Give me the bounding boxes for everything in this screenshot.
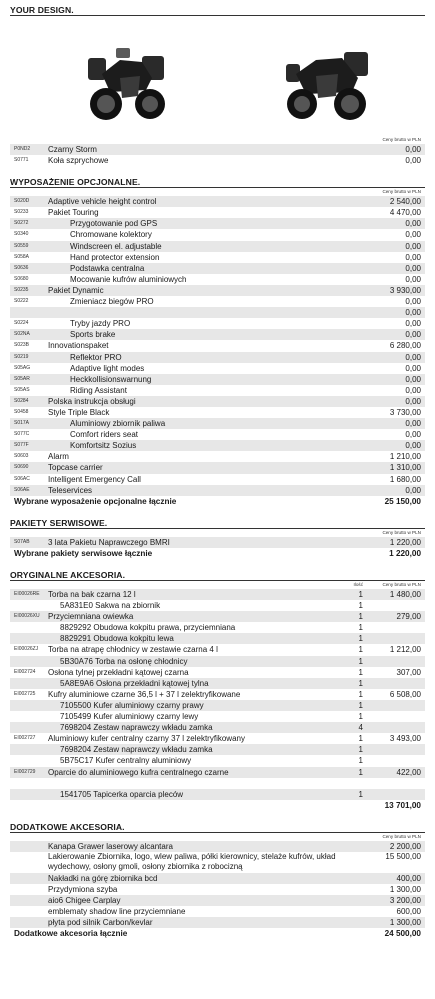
item-code: S0235 bbox=[14, 286, 29, 293]
list-item bbox=[10, 196, 425, 207]
item-price: 0,00 bbox=[405, 419, 421, 429]
item-code: S0458 bbox=[14, 408, 29, 415]
list-item bbox=[10, 155, 425, 166]
item-qty: 4 bbox=[358, 723, 363, 733]
item-name: Sports brake bbox=[70, 330, 116, 340]
item-name: 5B75C17 Kufer centralny aluminiowy bbox=[60, 756, 192, 766]
item-price: 1 480,00 bbox=[389, 590, 421, 599]
list-item bbox=[10, 755, 425, 766]
service-list bbox=[10, 537, 425, 548]
list-item bbox=[10, 917, 425, 928]
item-name: Alarm bbox=[48, 452, 69, 462]
list-item bbox=[10, 537, 425, 548]
item-code: S0559 bbox=[14, 242, 29, 249]
item-name: Comfort riders seat bbox=[70, 430, 139, 440]
item-name: Kufry aluminiowe czarne 36,5 l + 37 l zelektryfikowane bbox=[48, 689, 241, 699]
item-price: 1 300,00 bbox=[389, 885, 421, 895]
item-code: EI00026RE bbox=[14, 591, 40, 597]
item-name: Mocowanie kufrów aluminiowych bbox=[70, 274, 187, 284]
item-code: S06AE bbox=[14, 486, 30, 493]
item-name: Kanapa Grawer laserowy alcantara bbox=[48, 841, 173, 851]
list-item bbox=[10, 296, 425, 307]
item-price: 6 508,00 bbox=[389, 689, 421, 699]
motorcycle-front-view-image bbox=[80, 44, 172, 126]
item-name: Style Triple Black bbox=[48, 407, 110, 417]
item-qty: 1 bbox=[358, 734, 363, 744]
item-code: S0340 bbox=[14, 231, 29, 238]
list-item bbox=[10, 656, 425, 667]
price-column-header: Ceny brutto w PLN bbox=[382, 582, 421, 587]
item-name: Pakiet Dynamic bbox=[48, 285, 104, 295]
item-price: 0,00 bbox=[405, 352, 421, 362]
list-item bbox=[10, 884, 425, 895]
list-item bbox=[10, 396, 425, 407]
item-price: 0,00 bbox=[405, 363, 421, 373]
item-price: 0,00 bbox=[405, 263, 421, 273]
list-item bbox=[10, 906, 425, 917]
item-qty: 1 bbox=[358, 678, 363, 688]
item-qty: 1 bbox=[358, 700, 363, 710]
options-heading: WYPOSAŻENIE OPCJONALNE. bbox=[10, 176, 425, 188]
item-name: 8829292 Obudowa kokpitu prawa, przyciemniana bbox=[60, 623, 236, 633]
item-code: S07AB bbox=[14, 538, 30, 545]
item-code: S058A bbox=[14, 253, 30, 260]
options-total-label: Wybrane wyposażenie opcjonalne łącznie bbox=[14, 496, 177, 506]
price-column-header: Ceny brutto w PLN bbox=[382, 529, 421, 535]
item-code: S02NA bbox=[14, 331, 30, 338]
list-item bbox=[10, 700, 425, 711]
item-qty: 1 bbox=[358, 645, 363, 655]
item-name: Lakierowanie Zbiornika, logo, wlew paliwa, półki kierownicy, stelaże kufrów, układ wydechowy, osłony gmoli, osłony zbiornika z robocizną bbox=[48, 851, 336, 872]
item-name: płyta pod silnik Carbon/kevlar bbox=[48, 918, 153, 928]
list-item bbox=[10, 462, 425, 473]
list-item bbox=[10, 678, 425, 689]
item-code: S0680 bbox=[14, 275, 29, 282]
item-name: 5A831E0 Sakwa na zbiornik bbox=[60, 601, 161, 611]
item-name: emblematy shadow line przyciemniane bbox=[48, 907, 186, 917]
item-price: 3 493,00 bbox=[389, 734, 421, 744]
item-price: 0,00 bbox=[405, 145, 421, 154]
item-name: Pakiet Touring bbox=[48, 208, 99, 218]
item-name: Hand protector extension bbox=[70, 252, 160, 262]
list-item bbox=[10, 318, 425, 329]
item-name: Teleservices bbox=[48, 485, 93, 495]
list-item bbox=[10, 711, 425, 722]
item-code: S017A bbox=[14, 420, 30, 427]
your-design-heading: YOUR DESIGN. bbox=[10, 4, 425, 16]
item-price: 2 540,00 bbox=[389, 197, 421, 207]
item-qty: 1 bbox=[358, 656, 363, 666]
item-qty: 1 bbox=[358, 756, 363, 766]
item-price: 0,00 bbox=[405, 485, 421, 495]
list-item bbox=[10, 274, 425, 285]
item-price: 0,00 bbox=[405, 374, 421, 384]
item-qty: 1 bbox=[358, 634, 363, 644]
item-code: S0233 bbox=[14, 209, 29, 216]
item-name: Heckkollisionswarnung bbox=[70, 374, 152, 384]
bike-images bbox=[10, 16, 425, 136]
item-price: 0,00 bbox=[405, 252, 421, 262]
options-list bbox=[10, 196, 425, 496]
list-item bbox=[10, 841, 425, 852]
list-item bbox=[10, 611, 425, 622]
item-name: Przydymiona szyba bbox=[48, 885, 118, 895]
list-item bbox=[10, 667, 425, 678]
item-name: Topcase carrier bbox=[48, 463, 103, 473]
item-price: 4 470,00 bbox=[389, 208, 421, 218]
item-price: 1 220,00 bbox=[389, 537, 421, 547]
configuration-summary bbox=[0, 4, 435, 999]
item-name: 7698204 Zestaw naprawczy wkładu zamka bbox=[60, 723, 213, 733]
item-code: S0272 bbox=[14, 220, 29, 227]
list-item bbox=[10, 767, 425, 778]
accessories-list bbox=[10, 589, 425, 800]
item-code: S05AS bbox=[14, 386, 30, 393]
item-price: 0,00 bbox=[405, 396, 421, 406]
item-code: S0690 bbox=[14, 464, 29, 471]
motorcycle-rear-view-image bbox=[282, 44, 374, 126]
list-item bbox=[10, 307, 425, 318]
accessories-total-value: 13 701,00 bbox=[384, 800, 421, 810]
price-column-header: Ceny brutto w PLN bbox=[382, 137, 421, 142]
list-item bbox=[10, 252, 425, 263]
item-name: aio6 Chigee Carplay bbox=[48, 896, 121, 906]
item-name: 1541705 Tapicerka oparcia pleców bbox=[60, 789, 184, 799]
item-code: S05AR bbox=[14, 375, 30, 382]
extra-total-row bbox=[10, 928, 425, 939]
item-code: EI002725 bbox=[14, 690, 36, 697]
item-code: EI00026ZJ bbox=[14, 646, 39, 653]
item-name: Podstawka centralna bbox=[70, 263, 145, 273]
item-price: 1 210,00 bbox=[389, 452, 421, 462]
item-name: 5A8E9A6 Osłona przekładni kątowej tylna bbox=[60, 678, 209, 688]
list-item bbox=[10, 474, 425, 485]
list-item bbox=[10, 722, 425, 733]
item-price: 600,00 bbox=[396, 907, 421, 917]
item-price: 3 930,00 bbox=[389, 285, 421, 295]
item-code: S0603 bbox=[14, 453, 29, 460]
list-item bbox=[10, 329, 425, 340]
item-price: 0,00 bbox=[405, 274, 421, 284]
list-item bbox=[10, 895, 425, 906]
item-price: 0,00 bbox=[405, 430, 421, 440]
list-item bbox=[10, 589, 425, 600]
list-item bbox=[10, 633, 425, 644]
item-price: 6 280,00 bbox=[389, 341, 421, 351]
item-name: Komfortsitz Sozius bbox=[70, 441, 137, 451]
list-item bbox=[10, 363, 425, 374]
item-name: Zmieniacz biegów PRO bbox=[70, 297, 154, 307]
item-code: EI002724 bbox=[14, 668, 36, 675]
qty-column-header: Ilość bbox=[353, 582, 363, 587]
your-design-list bbox=[10, 144, 425, 166]
item-name: Riding Assistant bbox=[70, 385, 127, 395]
list-item bbox=[10, 485, 425, 496]
accessories-heading: ORYGINALNE AKCESORIA. bbox=[10, 569, 425, 581]
accessories-column-header bbox=[10, 581, 425, 589]
item-code: S0224 bbox=[14, 320, 29, 327]
extra-list bbox=[10, 841, 425, 929]
item-name: Polska instrukcja obsługi bbox=[48, 396, 136, 406]
item-name: Reflektor PRO bbox=[70, 352, 122, 362]
list-item bbox=[10, 600, 425, 611]
list-item bbox=[10, 622, 425, 633]
item-price: 0,00 bbox=[405, 385, 421, 395]
list-item bbox=[10, 778, 425, 789]
item-code: S0771 bbox=[14, 157, 29, 164]
item-name: Osłona tylnej przekładni kątowej czarna bbox=[48, 667, 189, 677]
item-name: Adaptive vehicle height control bbox=[48, 197, 157, 207]
item-qty: 1 bbox=[358, 601, 363, 611]
item-price: 0,00 bbox=[405, 219, 421, 229]
item-name: 7105500 Kufer aluminiowy czarny prawy bbox=[60, 700, 204, 710]
item-code: S020D bbox=[14, 198, 30, 205]
item-name: Aluminiowy zbiornik paliwa bbox=[70, 419, 166, 429]
item-code: EI002729 bbox=[14, 768, 36, 775]
list-item bbox=[10, 451, 425, 462]
item-code: S0222 bbox=[14, 298, 29, 305]
item-qty: 1 bbox=[358, 767, 363, 777]
item-code: S077C bbox=[14, 431, 30, 438]
extra-heading: DODATKOWE AKCESORIA. bbox=[10, 821, 425, 833]
price-column-header: Ceny brutto w PLN bbox=[382, 833, 421, 839]
item-price: 0,00 bbox=[405, 319, 421, 329]
item-code: S05AG bbox=[14, 364, 31, 371]
list-item bbox=[10, 241, 425, 252]
list-item bbox=[10, 789, 425, 800]
price-column-header: Ceny brutto w PLN bbox=[382, 189, 421, 195]
item-code: EI002727 bbox=[14, 735, 36, 742]
service-total-row bbox=[10, 548, 425, 559]
item-name: Koła szprychowe bbox=[48, 156, 109, 166]
item-price: 307,00 bbox=[396, 667, 421, 677]
item-price: 279,00 bbox=[396, 612, 421, 622]
item-qty: 1 bbox=[358, 789, 363, 799]
item-code: S0219 bbox=[14, 353, 29, 360]
item-qty: 1 bbox=[358, 689, 363, 699]
item-code: S0284 bbox=[14, 397, 29, 404]
list-item bbox=[10, 873, 425, 884]
item-name: Oparcie do aluminiowego kufra centralnego czarne bbox=[48, 767, 229, 777]
list-item bbox=[10, 352, 425, 363]
item-price: 0,00 bbox=[405, 297, 421, 307]
item-name: Aluminiowy kufer centralny czarny 37 l zelektryfikowany bbox=[48, 734, 245, 744]
item-price: 3 730,00 bbox=[389, 407, 421, 417]
options-total-value: 25 150,00 bbox=[384, 496, 421, 506]
list-item bbox=[10, 429, 425, 440]
item-price: 0,00 bbox=[405, 330, 421, 340]
list-item bbox=[10, 263, 425, 274]
item-name: 5B30A76 Torba na osłonę chłodnicy bbox=[60, 656, 188, 666]
list-item bbox=[10, 229, 425, 240]
list-item bbox=[10, 744, 425, 755]
list-item bbox=[10, 218, 425, 229]
item-code: S023B bbox=[14, 342, 30, 349]
item-name: 7105499 Kufer aluminiowy czarny lewy bbox=[60, 712, 199, 722]
item-price: 0,00 bbox=[405, 308, 421, 318]
item-name: Nakładki na górę zbiornika bcd bbox=[48, 873, 158, 883]
item-price: 0,00 bbox=[405, 241, 421, 251]
list-item bbox=[10, 374, 425, 385]
extra-total-label: Dodatkowe akcesoria łącznie bbox=[14, 929, 128, 939]
item-price: 1 212,00 bbox=[389, 645, 421, 655]
item-name: Chromowane kolektory bbox=[70, 230, 152, 240]
list-item bbox=[10, 733, 425, 744]
item-name: Tryby jazdy PRO bbox=[70, 319, 131, 329]
item-qty: 1 bbox=[358, 712, 363, 722]
item-qty: 1 bbox=[358, 590, 363, 599]
item-price: 1 680,00 bbox=[389, 474, 421, 484]
item-price: 2 200,00 bbox=[389, 841, 421, 851]
item-name: Czarny Storm bbox=[48, 145, 97, 154]
item-name: Torba na bak czarna 12 l bbox=[48, 590, 136, 599]
accessories-total-row bbox=[10, 800, 425, 811]
item-name: Przygotowanie pod GPS bbox=[70, 219, 158, 229]
item-name: 7698204 Zestaw naprawczy wkładu zamka bbox=[60, 745, 213, 755]
item-name: Adaptive light modes bbox=[70, 363, 145, 373]
item-price: 15 500,00 bbox=[385, 851, 421, 861]
extra-total-value: 24 500,00 bbox=[384, 929, 421, 939]
list-item bbox=[10, 407, 425, 418]
list-item bbox=[10, 285, 425, 296]
item-code: EI00026XU bbox=[14, 613, 40, 620]
item-name: Torba na atrapę chłodnicy w zestawie czarna 4 l bbox=[48, 645, 218, 655]
item-qty: 1 bbox=[358, 612, 363, 622]
item-qty: 1 bbox=[358, 745, 363, 755]
item-name: Innovationspaket bbox=[48, 341, 109, 351]
list-item bbox=[10, 385, 425, 396]
item-code: S077F bbox=[14, 442, 29, 449]
item-code: S06AC bbox=[14, 475, 30, 482]
list-item bbox=[10, 852, 425, 873]
item-name: Intelligent Emergency Call bbox=[48, 474, 141, 484]
service-total-label: Wybrane pakiety serwisowe łącznie bbox=[14, 548, 153, 558]
service-total-value: 1 220,00 bbox=[389, 548, 421, 558]
item-price: 400,00 bbox=[396, 873, 421, 883]
item-qty: 1 bbox=[358, 623, 363, 633]
item-price: 0,00 bbox=[405, 156, 421, 166]
item-qty: 1 bbox=[358, 667, 363, 677]
list-item bbox=[10, 340, 425, 351]
item-price: 422,00 bbox=[396, 767, 421, 777]
list-item bbox=[10, 440, 425, 451]
item-price: 3 200,00 bbox=[389, 896, 421, 906]
list-item bbox=[10, 689, 425, 700]
item-price: 0,00 bbox=[405, 230, 421, 240]
item-name: Windscreen el. adjustable bbox=[70, 241, 162, 251]
item-price: 1 300,00 bbox=[389, 918, 421, 928]
item-price: 1 310,00 bbox=[389, 463, 421, 473]
list-item bbox=[10, 207, 425, 218]
list-item bbox=[10, 418, 425, 429]
item-code: P0ND2 bbox=[14, 146, 31, 152]
item-price: 0,00 bbox=[405, 441, 421, 451]
item-name: 3 lata Pakietu Naprawczego BMRI bbox=[48, 537, 170, 547]
item-name: Przyciemniana owiewka bbox=[48, 612, 134, 622]
service-heading: PAKIETY SERWISOWE. bbox=[10, 517, 425, 529]
options-total-row bbox=[10, 496, 425, 507]
list-item bbox=[10, 644, 425, 655]
item-code: S0636 bbox=[14, 264, 29, 271]
item-name: 8829291 Obudowa kokpitu lewa bbox=[60, 634, 174, 644]
list-item bbox=[10, 144, 425, 155]
